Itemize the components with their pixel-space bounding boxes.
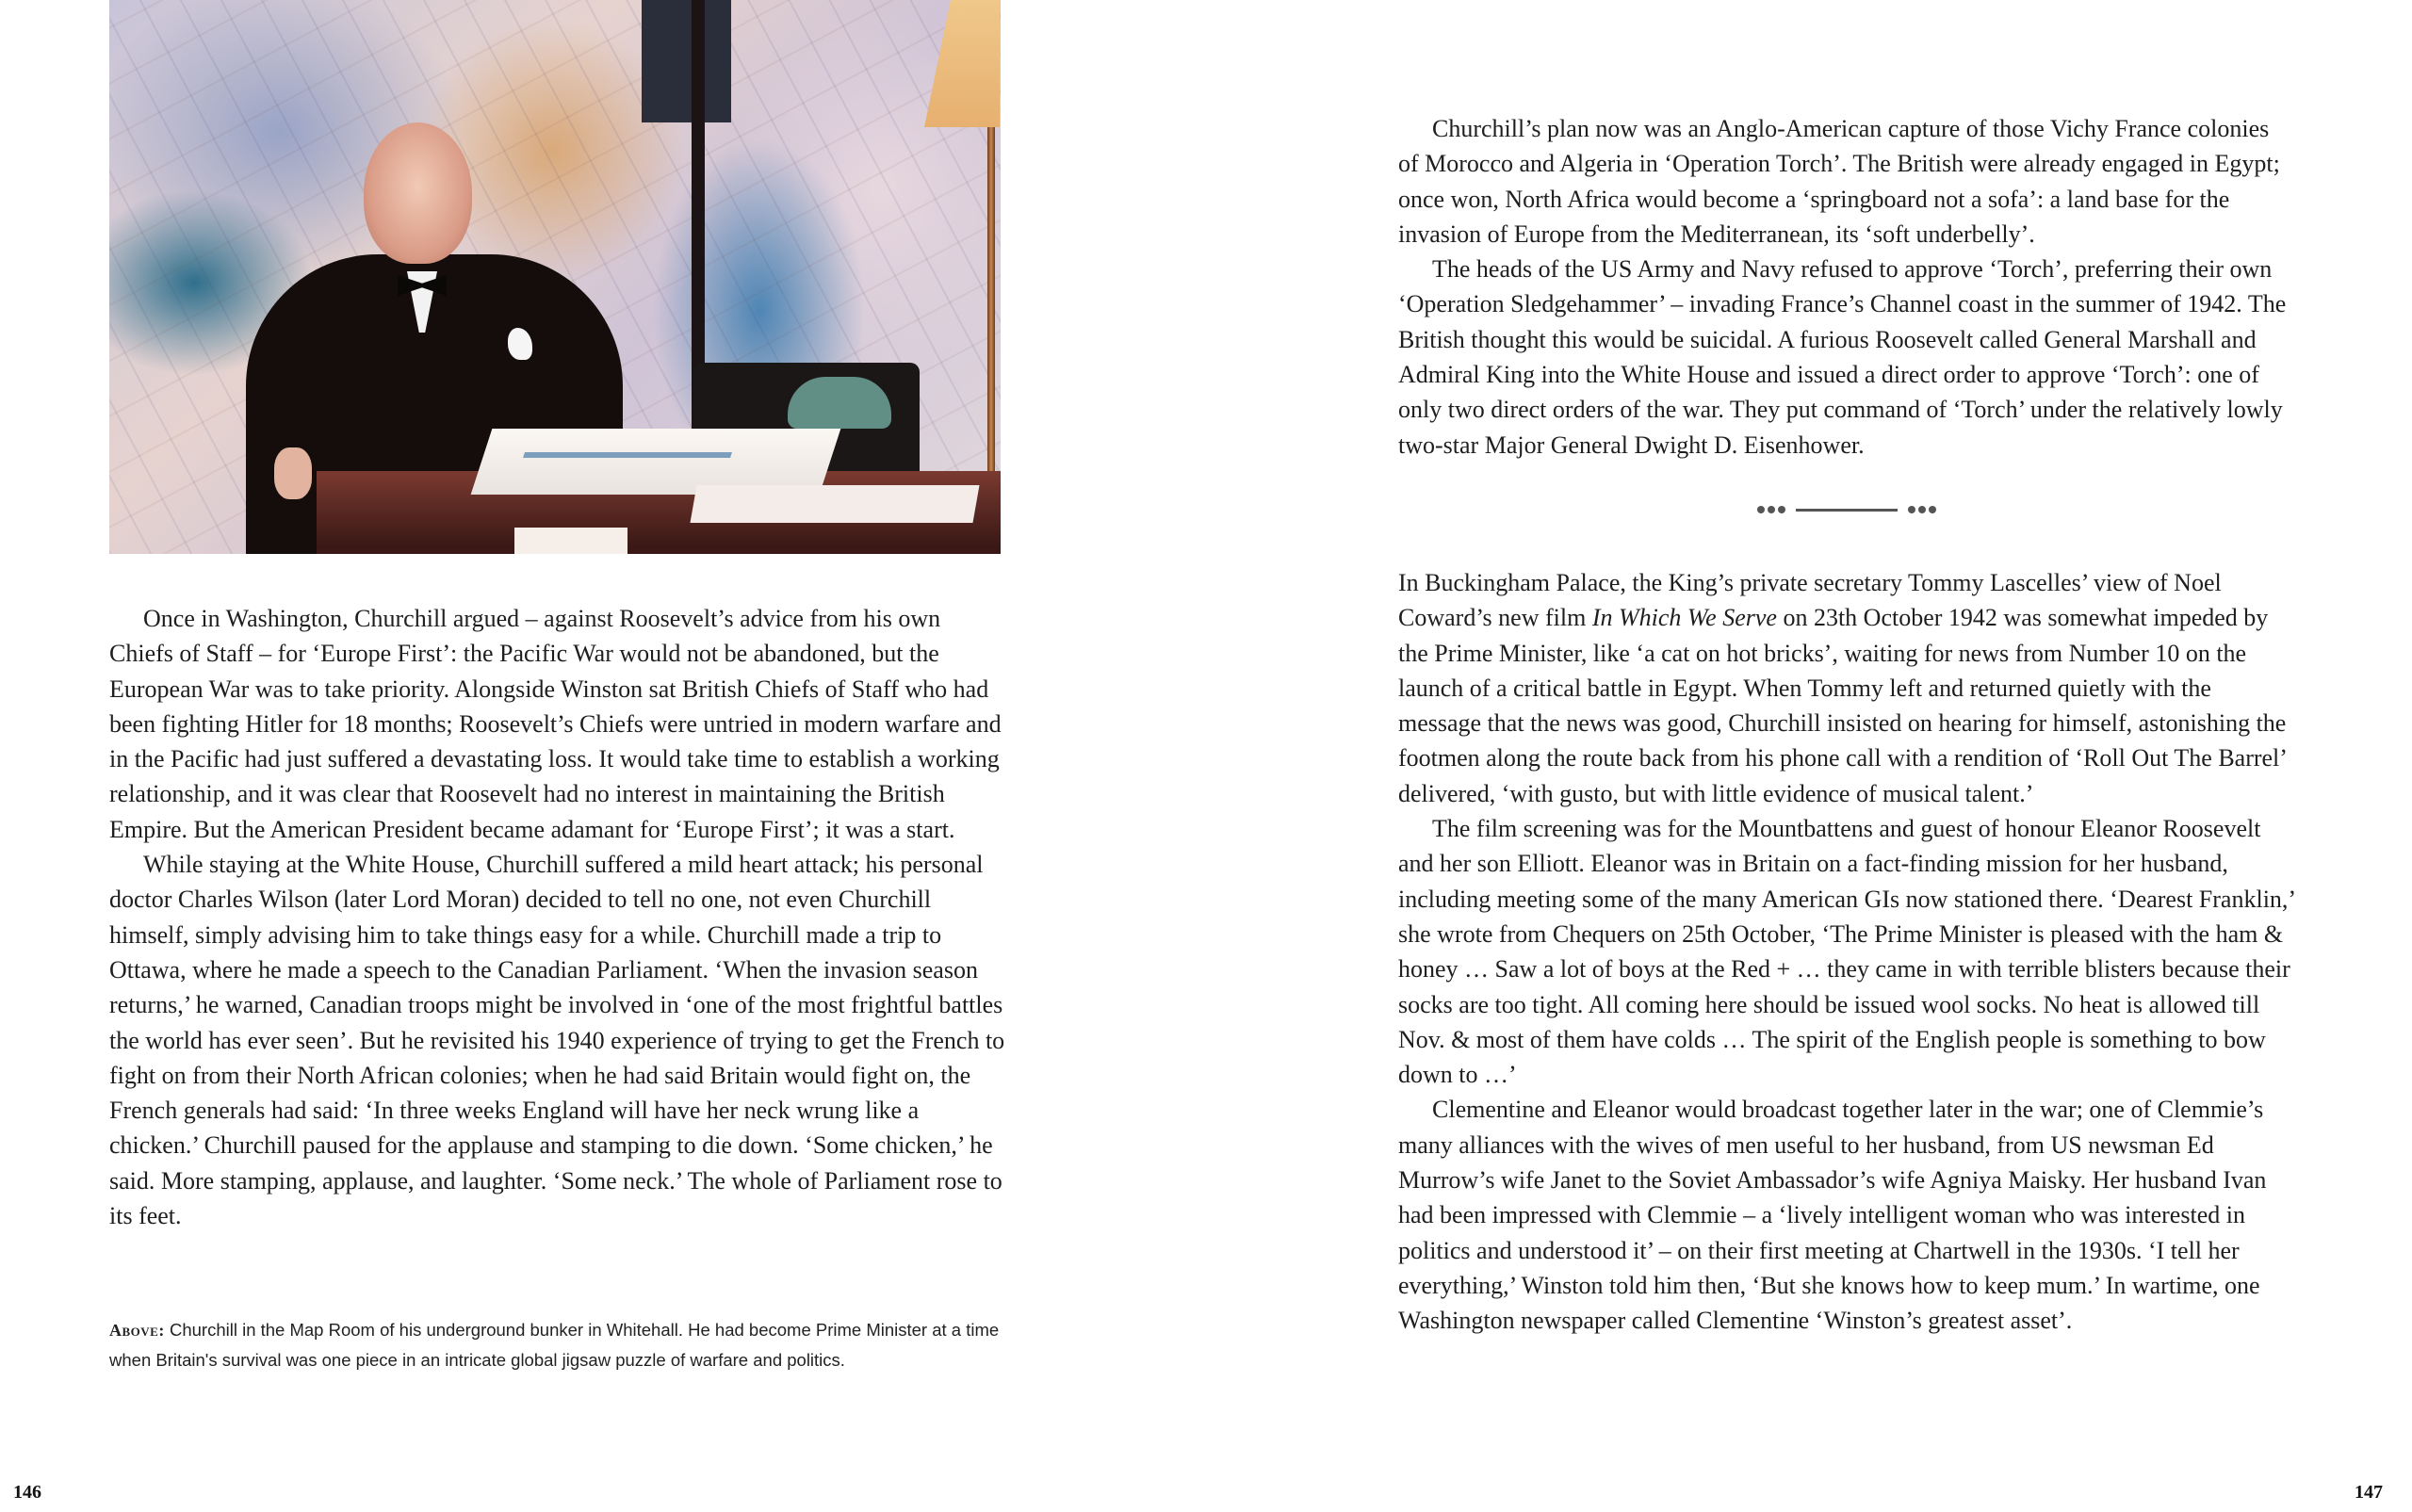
hand (274, 447, 312, 499)
desk-book (514, 528, 627, 554)
churchill-map-room-photo (109, 0, 1001, 554)
right-body-text-top (1398, 111, 2295, 463)
text-run: In Buckingham Palace, the King’s private secretary Tommy Lascelles’ view of Noel Coward’s new film (1398, 569, 2222, 632)
film-title: In Which We Serve (1591, 604, 1777, 632)
section-break-ornament-icon (1757, 502, 1936, 517)
caption-text: Churchill in the Map Room of his underground bunker in Whitehall. He had become Prime Minister at a time when Britain's survival was one piece in an intricate global jigsaw puzzle of warfare and politics. (109, 1320, 1000, 1370)
dot-icon (1778, 506, 1785, 513)
lamp-stand (987, 127, 995, 523)
telephone-handset (788, 377, 891, 429)
caption-label: Above: (109, 1321, 165, 1340)
paragraph: The film screening was for the Mountbattens and guest of honour Eleanor Roosevelt and her son Elliott. Eleanor was in Britain on a fact-finding mission for her husband, including meeting some of the many American GIs now stationed there. ‘Dearest Franklin,’ she wrote from Chequers on 25th October, ‘The Prime Minister is pleased with the ham & honey … Saw a lot of boys at the Red + … they came in with terrible blisters because their socks are too tight. All coming here should be issued wool socks. No heat is allowed till Nov. & most of them have colds … The spirit of the English people is something to bow down to …’ (1398, 815, 2295, 1089)
paragraph: Clementine and Eleanor would broadcast together later in the war; one of Clemmie’s many alliances with the wives of men useful to her husband, from US newsman Ed Murrow’s wife Janet to the Soviet Ambassador’s wife Agniya Maisky. Her husband Ivan had been impressed with Clemmie – a ‘lively intelligent woman who was interested in politics and understood it’ – on their first meeting at Chartwell in the 1930s. ‘I tell her everything,’ Winston told him then, ‘But she knows how to keep mum.’ In wartime, one Washington newspaper called Clementine ‘Winston’s greatest asset’. (1398, 1096, 2267, 1335)
photo-caption (109, 1315, 1014, 1375)
ornament-dots-right (1908, 506, 1936, 513)
text-run: on 23th October 1942 was somewhat impeded by the Prime Minister, like ‘a cat on hot bricks’, waiting for news from Number 10 on the launch of a critical battle in Egypt. When Tommy left and returned quietly with the message that the news was good, Churchill insisted on hearing for himself, astonishing the footmen along the route back from his phone call with a rendition of ‘Roll Out The Barrel’ delivered, ‘with gusto, but with little evidence of musical talent.’ (1398, 604, 2287, 807)
paragraph: While staying at the White House, Churchill suffered a mild heart attack; his personal doctor Charles Wilson (later Lord Moran) decided to tell no one, not even Churchill himself, simply advising him to take things easy for a while. Churchill made a trip to Ottawa, where he made a speech to the Canadian Parliament. ‘When the invasion season returns,’ he warned, Canadian troops might be involved in ‘one of the most frightful battles the world has ever seen’. But he revisited his 1940 experience of trying to get the French to fight on from their North African colonies; when he had said Britain would fight on, the French generals had said: ‘In three weeks England will have her neck wrung like a chicken.’ Churchill paused for the applause and stamping to die down. ‘Some chicken,’ he said. More stamping, applause, and laughter. ‘Some neck.’ The whole of Parliament rose to its feet. (109, 851, 1005, 1230)
page-number-right: 147 (2355, 1482, 2383, 1503)
desk-papers-right (690, 485, 979, 523)
ornament-dots-left (1757, 506, 1785, 513)
ornament-rule (1796, 509, 1898, 512)
dot-icon (1908, 506, 1915, 513)
churchill-head (364, 122, 472, 264)
dot-icon (1929, 506, 1936, 513)
dot-icon (1918, 506, 1926, 513)
paragraph: Once in Washington, Churchill argued – against Roosevelt’s advice from his own Chiefs of Staff – for ‘Europe First’: the Pacific War would not be abandoned, but the European War was to take priority. Alongside Winston sat British Chiefs of Staff who had been fighting Hitler for 18 months; Roosevelt’s Chiefs were untried in modern warfare and in the Pacific had just suffered a devastating loss. It would take time to establish a working relationship, and it was clear that Roosevelt had no interest in maintaining the British Empire. But the American President became adamant for ‘Europe First’; it was a start. (109, 605, 1002, 843)
paragraph-first (1398, 565, 2295, 811)
left-body-text (109, 601, 1006, 1233)
dark-wall-panel (642, 0, 731, 122)
desk-papers-stripe (523, 452, 732, 458)
paragraph: Churchill’s plan now was an Anglo-American capture of those Vichy France colonies of Morocco and Algeria in ‘Operation Torch’. The British were already engaged in Egypt; once won, North Africa would become a ‘springboard not a sofa’: a land base for the invasion of Europe from the Mediterranean, its ‘soft underbelly’. (1398, 115, 2280, 248)
dot-icon (1757, 506, 1765, 513)
page-number-left: 146 (13, 1482, 41, 1503)
right-body-text-bottom (1398, 565, 2295, 1339)
paragraph: The heads of the US Army and Navy refused to approve ‘Torch’, preferring their own ‘Operation Sledgehammer’ – invading France’s Channel coast in the summer of 1942. The British thought this would be suicidal. A furious Roosevelt called General Marshall and Admiral King into the White House and issued a direct order to approve ‘Torch’: one of only two direct orders of the war. They put command of ‘Torch’ under the relatively lowly two-star Major General Dwight D. Eisenhower. (1398, 255, 2287, 459)
dot-icon (1768, 506, 1775, 513)
